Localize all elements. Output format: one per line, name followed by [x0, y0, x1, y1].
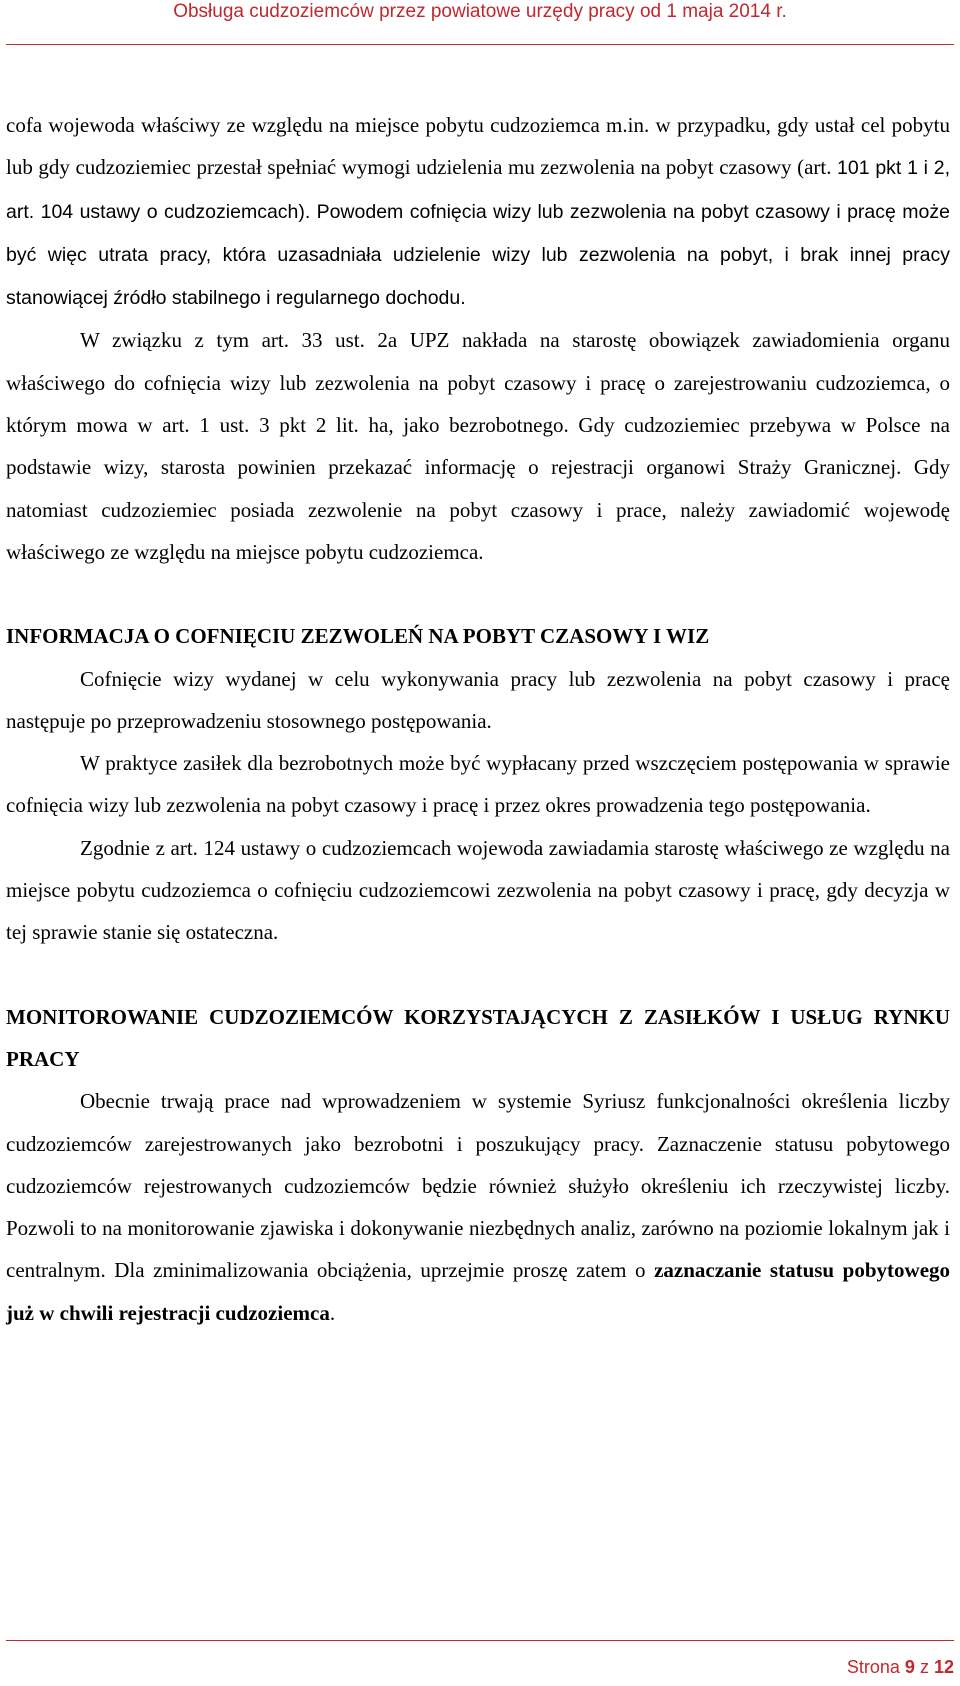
paragraph-6-emphasis: zaznaczanie statusu pobytowego już w chwili rejestracji cudzoziemca	[6, 1258, 951, 1325]
page-footer	[847, 1657, 954, 1678]
spacer	[6, 573, 950, 615]
paragraph-1-text: cofa wojewoda właściwy ze względu na miejsce pobytu cudzoziemca m.in. w przypadku, gdy ustał cel pobytu lub gdy cudzoziemiec przestał spełniać wymogi udzielenia mu zezwolenia na pobyt czasowy (art.	[6, 113, 950, 180]
paragraph-4: W praktyce zasiłek dla bezrobotnych może być wypłacany przed wszczęciem postępowania w sprawie cofnięcia wizy lub zezwolenia na pobyt czasowy i pracę i przez okres prowadzenia tego postępowania.	[6, 751, 950, 818]
section-heading-revocation: INFORMACJA O COFNIĘCIU ZEZWOLEŃ NA POBYT CZASOWY I WIZ	[6, 624, 710, 649]
footer-page-number: 9	[904, 1657, 915, 1677]
footer-page-total: 12	[933, 1657, 954, 1677]
paragraph-6-text: Obecnie trwają prace nad wprowadzeniem w systemie Syriusz funkcjonalności określenia liczby cudzoziemców zarejestrowanych jako bezrobotni i poszukujący pracy. Zaznaczenie statusu pobytowego cudzoziemców rejestrowanych cudzoziemców będzie również służyło określeniu ich rzeczywistej liczby. Pozwoli to na monitorowanie zjawiska i dokonywanie niezbędnych analiz, zarówno na poziomie lokalnym jak i centralnym. Dla zminimalizowania obciążenia, uprzejmie proszę zatem o	[6, 1089, 950, 1283]
footer-divider	[6, 1640, 954, 1641]
page-header	[0, 0, 960, 24]
section-heading-monitoring: MONITOROWANIE CUDZOZIEMCÓW KORZYSTAJĄCYCH Z ZASIŁKÓW I USŁUG RYNKU PRACY	[6, 1004, 950, 1071]
paragraph-1	[6, 104, 950, 319]
document-body	[6, 104, 950, 1334]
paragraph-3: Cofnięcie wizy wydanej w celu wykonywania pracy lub zezwolenia na pobyt czasowy i pracę następuje po przeprowadzeniu stosownego postępowania.	[6, 666, 950, 733]
footer-separator: z	[919, 1657, 929, 1677]
header-divider	[6, 44, 954, 45]
header-title: Obsługa cudzoziemców przez powiatowe urzędy pracy od 1 maja 2014 r.	[173, 1, 787, 22]
paragraph-2: W związku z tym art. 33 ust. 2a UPZ nakłada na starostę obowiązek zawiadomienia organu właściwego do cofnięcia wizy lub zezwolenia na pobyt czasowy i pracę o zarejestrowaniu cudzoziemca, o którym mowa w art. 1 ust. 3 pkt 2 lit. ha, jako bezrobotnego. Gdy cudzoziemiec przebywa w Polsce na podstawie wizy, starosta powinien przekazać informację o rejestracji organowi Straży Granicznej. Gdy natomiast cudzoziemiec posiada zezwolenie na pobyt czasowy i prace, należy zawiadomić wojewodę właściwego ze względu na miejsce pobytu cudzoziemca.	[6, 328, 950, 564]
paragraph-5: Zgodnie z art. 124 ustawy o cudzoziemcach wojewoda zawiadamia starostę właściwego ze względu na miejsce pobytu cudzoziemca o cofnięciu cudzoziemcowi zezwolenia na pobyt czasowy i pracę, gdy decyzja w tej sprawie stanie się ostateczna.	[6, 835, 950, 945]
paragraph-6-end: .	[329, 1300, 336, 1325]
spacer	[6, 954, 950, 996]
footer-label: Strona	[846, 1657, 900, 1677]
paragraph-1-sans-text: 101 pkt 1 i 2, art. 104 ustawy o cudzoziemcach).	[6, 157, 950, 223]
paragraph-1-rest: Powodem cofnięcia wizy lub zezwolenia na pobyt czasowy i pracę może być więc utrata pracy, która uzasadniała udzielenie wizy lub zezwolenia na pobyt, i brak innej pracy stanowiącej źródło stabilnego i regularnego dochodu.	[6, 200, 950, 310]
paragraph-6	[6, 1080, 950, 1334]
